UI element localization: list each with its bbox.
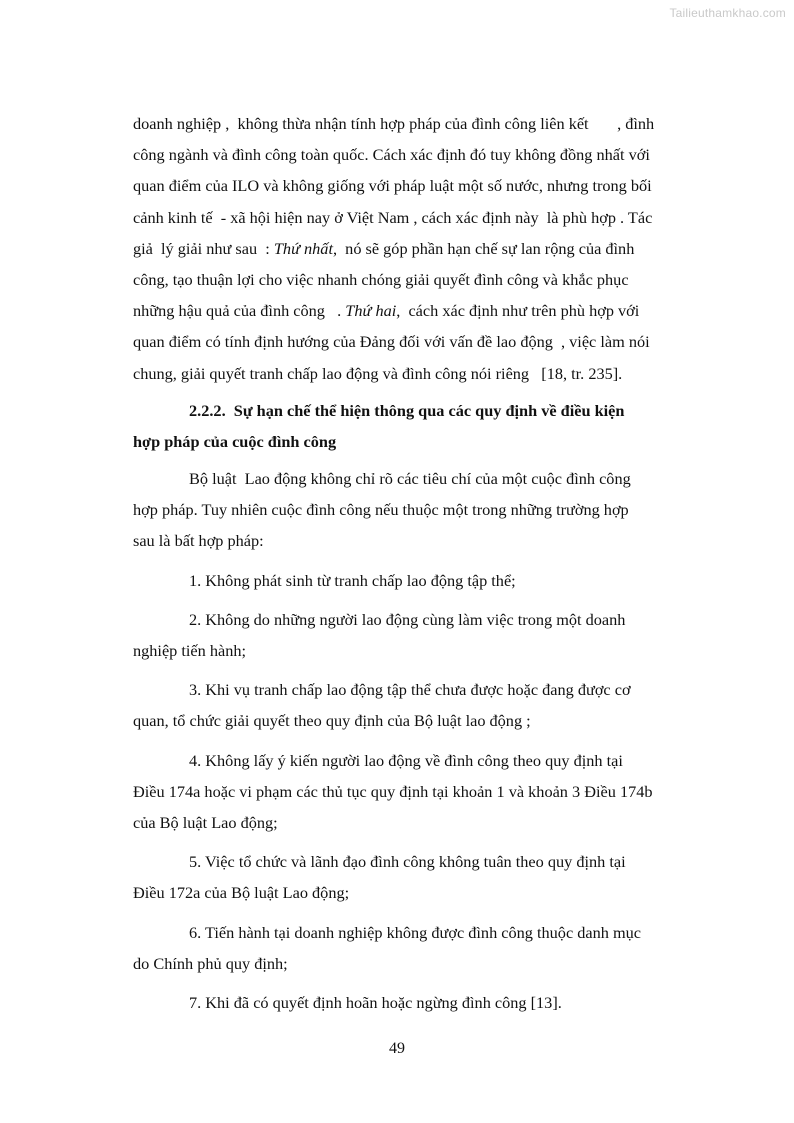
text-line: quan điểm của ILO và không giống với pháp luật một số nước, nhưng trong bối bbox=[133, 176, 652, 196]
text-line: quan, tổ chức giải quyết theo quy định của Bộ luật lao động ; bbox=[133, 711, 531, 731]
text-line bbox=[133, 295, 719, 326]
text-line: Bộ luật Lao động không chỉ rõ các tiêu chí của một cuộc đình công bbox=[189, 469, 631, 489]
paragraph-intro bbox=[133, 108, 719, 389]
text-line: công, tạo thuận lợi cho việc nhanh chóng giải quyết đình công và khắc phục bbox=[133, 269, 629, 289]
list-item bbox=[133, 604, 719, 666]
page-number: 49 bbox=[389, 1040, 405, 1057]
text-line bbox=[133, 233, 719, 264]
text-line: hợp pháp. Tuy nhiên cuộc đình công nếu thuộc một trong những trường hợp bbox=[133, 500, 629, 520]
text-line: nghiệp tiến hành; bbox=[133, 641, 247, 660]
italic-term: Thứ hai bbox=[345, 301, 397, 321]
text-run: giả lý giải như sau : bbox=[133, 238, 274, 258]
text-line: Điều 172a của Bộ luật Lao động; bbox=[133, 883, 350, 903]
text-run: , cách xác định như trên phù hợp với bbox=[396, 301, 640, 321]
text-line: 4. Không lấy ý kiến người lao động về đình công theo quy định tại bbox=[189, 750, 623, 770]
italic-term: Thứ nhất bbox=[273, 238, 333, 258]
text-line: 1. Không phát sinh từ tranh chấp lao động tập thể; bbox=[189, 570, 516, 590]
section-heading bbox=[133, 395, 719, 457]
text-line: 6. Tiến hành tại doanh nghiệp không được đình công thuộc danh mục bbox=[189, 922, 641, 942]
text-line: công ngành và đình công toàn quốc. Cách xác định đó tuy không đồng nhất với bbox=[133, 145, 650, 165]
list-item bbox=[133, 565, 719, 596]
heading-line: 2.2.2. Sự hạn chế thể hiện thông qua các quy định về điều kiện bbox=[189, 400, 625, 420]
text-line: quan điểm có tính định hướng của Đảng đối với vấn đề lao động , việc làm nói bbox=[133, 332, 650, 352]
text-line: Điều 174a hoặc vi phạm các thủ tục quy định tại khoản 1 và khoản 3 Điều 174b bbox=[133, 781, 653, 801]
paragraph-criteria bbox=[133, 463, 719, 557]
text-run: , nó sẽ góp phần hạn chế sự lan rộng của đình bbox=[332, 238, 635, 258]
list-item bbox=[133, 987, 719, 1018]
text-line: 2. Không do những người lao động cùng làm việc trong một doanh bbox=[189, 609, 626, 629]
text-line: chung, giải quyết tranh chấp lao động và đình công nói riêng [18, tr. 235]. bbox=[133, 363, 623, 383]
text-line: do Chính phủ quy định; bbox=[133, 953, 288, 973]
text-line: sau là bất hợp pháp: bbox=[133, 531, 264, 551]
text-run: những hậu quả của đình công . bbox=[133, 301, 346, 321]
text-line: cảnh kinh tế - xã hội hiện nay ở Việt Nam , cách xác định này là phù hợp . Tác bbox=[133, 207, 653, 227]
watermark: Tailieuthamkhao.com bbox=[669, 6, 786, 20]
text-line: doanh nghiệp , không thừa nhận tính hợp pháp của đình công liên kết , đình bbox=[133, 114, 655, 133]
list-item bbox=[133, 917, 719, 979]
list-item bbox=[133, 674, 719, 736]
text-line: 3. Khi vụ tranh chấp lao động tập thể chưa được hoặc đang được cơ bbox=[189, 680, 631, 700]
list-item bbox=[133, 745, 719, 839]
heading-line: hợp pháp của cuộc đình công bbox=[133, 431, 337, 451]
text-line: của Bộ luật Lao động; bbox=[133, 812, 278, 832]
page-body bbox=[133, 108, 719, 1018]
list-item bbox=[133, 846, 719, 908]
text-line: 5. Việc tổ chức và lãnh đạo đình công không tuân theo quy định tại bbox=[189, 852, 626, 872]
text-line: 7. Khi đã có quyết định hoãn hoặc ngừng đình công [13]. bbox=[189, 992, 562, 1012]
